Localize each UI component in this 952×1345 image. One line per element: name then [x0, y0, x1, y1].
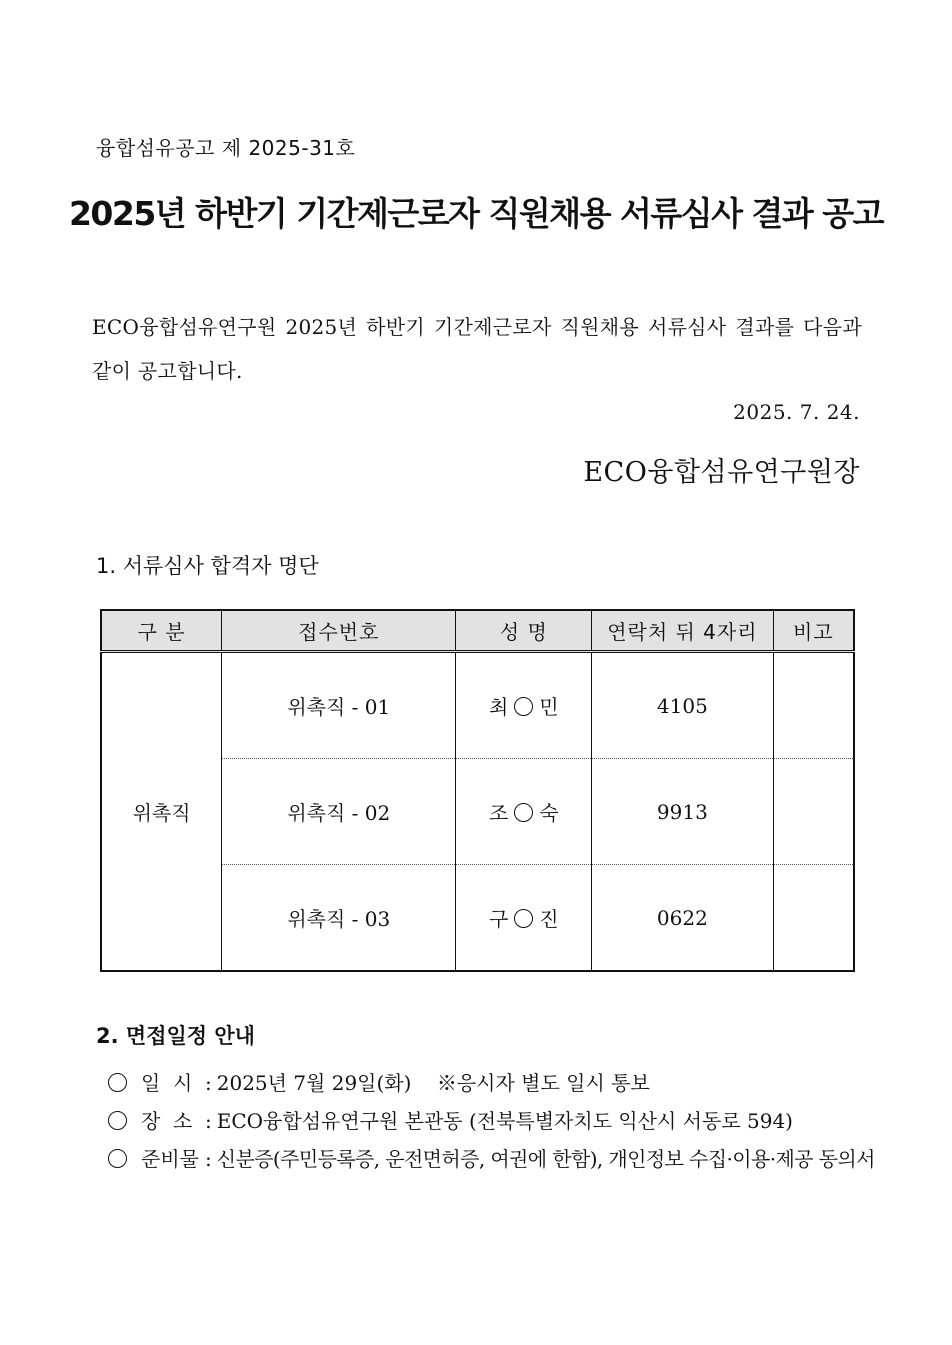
receipt-cell: 위촉직 - 01: [222, 652, 456, 759]
colon-separator: :: [205, 1109, 212, 1133]
page-title: 2025년 하반기 기간제근로자 직원채용 서류심사 결과 공고: [68, 194, 884, 233]
section-1-number: 1.: [96, 554, 117, 578]
header-phone-last4: 연락처 뒤 4자리: [592, 610, 774, 652]
masked-circle-icon: [514, 697, 533, 716]
header-category: 구 분: [101, 610, 222, 652]
name-first: 구: [488, 907, 509, 931]
name-cell: [456, 865, 592, 972]
note-cell: [773, 865, 854, 972]
notice-date: 2025. 7. 24.: [733, 400, 860, 424]
schedule-label: 장 소: [141, 1109, 193, 1133]
section-1-title: 서류심사 합격자 명단: [122, 554, 319, 578]
results-table: [100, 609, 855, 972]
note-cell: [773, 652, 854, 759]
phone-cell: 4105: [592, 652, 774, 759]
colon-separator: :: [205, 1147, 212, 1171]
schedule-item-materials: [108, 1141, 875, 1179]
notice-number: 융합섬유공고 제 2025-31호: [96, 136, 356, 160]
schedule-label: 일 시: [141, 1071, 193, 1095]
name-last: 숙: [539, 801, 559, 825]
masked-circle-icon: [514, 909, 533, 928]
phone-cell: 9913: [592, 759, 774, 865]
name-cell: [456, 759, 592, 865]
circle-bullet-icon: [108, 1111, 127, 1130]
header-receipt-number: 접수번호: [222, 610, 456, 652]
interview-schedule: [108, 1065, 875, 1179]
colon-separator: :: [205, 1071, 212, 1095]
name-last: 진: [539, 907, 559, 931]
section-2-number: 2.: [96, 1024, 119, 1048]
header-name: 성 명: [456, 610, 592, 652]
header-note: 비고: [773, 610, 854, 652]
table-row: [101, 652, 854, 759]
schedule-item-location: [108, 1103, 875, 1141]
table-header-row: [101, 610, 854, 652]
section-2-heading: [96, 1020, 255, 1050]
signer: ECO융합섬유연구원장: [583, 457, 860, 488]
name-first: 최: [488, 695, 509, 719]
phone-cell: 0622: [592, 865, 774, 972]
schedule-label: 준비물: [141, 1147, 199, 1171]
schedule-value: ECO융합섬유연구원 본관동 (전북특별자치도 익산시 서동로 594): [216, 1109, 793, 1133]
category-cell: 위촉직: [101, 652, 222, 972]
intro-paragraph: ECO융합섬유연구원 2025년 하반기 기간제근로자 직원채용 서류심사 결과를 다음과 같이 공고합니다.: [92, 315, 862, 383]
name-cell: [456, 652, 592, 759]
section-1-heading: [96, 550, 319, 580]
circle-bullet-icon: [108, 1073, 127, 1092]
schedule-value: 신분증(주민등록증, 운전면허증, 여권에 한함), 개인정보 수집·이용·제공 동의서: [216, 1147, 875, 1171]
receipt-cell: 위촉직 - 02: [222, 759, 456, 865]
receipt-cell: 위촉직 - 03: [222, 865, 456, 972]
masked-circle-icon: [514, 803, 533, 822]
name-first: 조: [488, 801, 509, 825]
schedule-item-datetime: [108, 1065, 875, 1103]
note-cell: [773, 759, 854, 865]
schedule-value: 2025년 7월 29일(화) ※응시자 별도 일시 통보: [216, 1071, 650, 1095]
name-last: 민: [539, 695, 559, 719]
section-2-title: 면접일정 안내: [125, 1024, 255, 1048]
circle-bullet-icon: [108, 1149, 127, 1168]
